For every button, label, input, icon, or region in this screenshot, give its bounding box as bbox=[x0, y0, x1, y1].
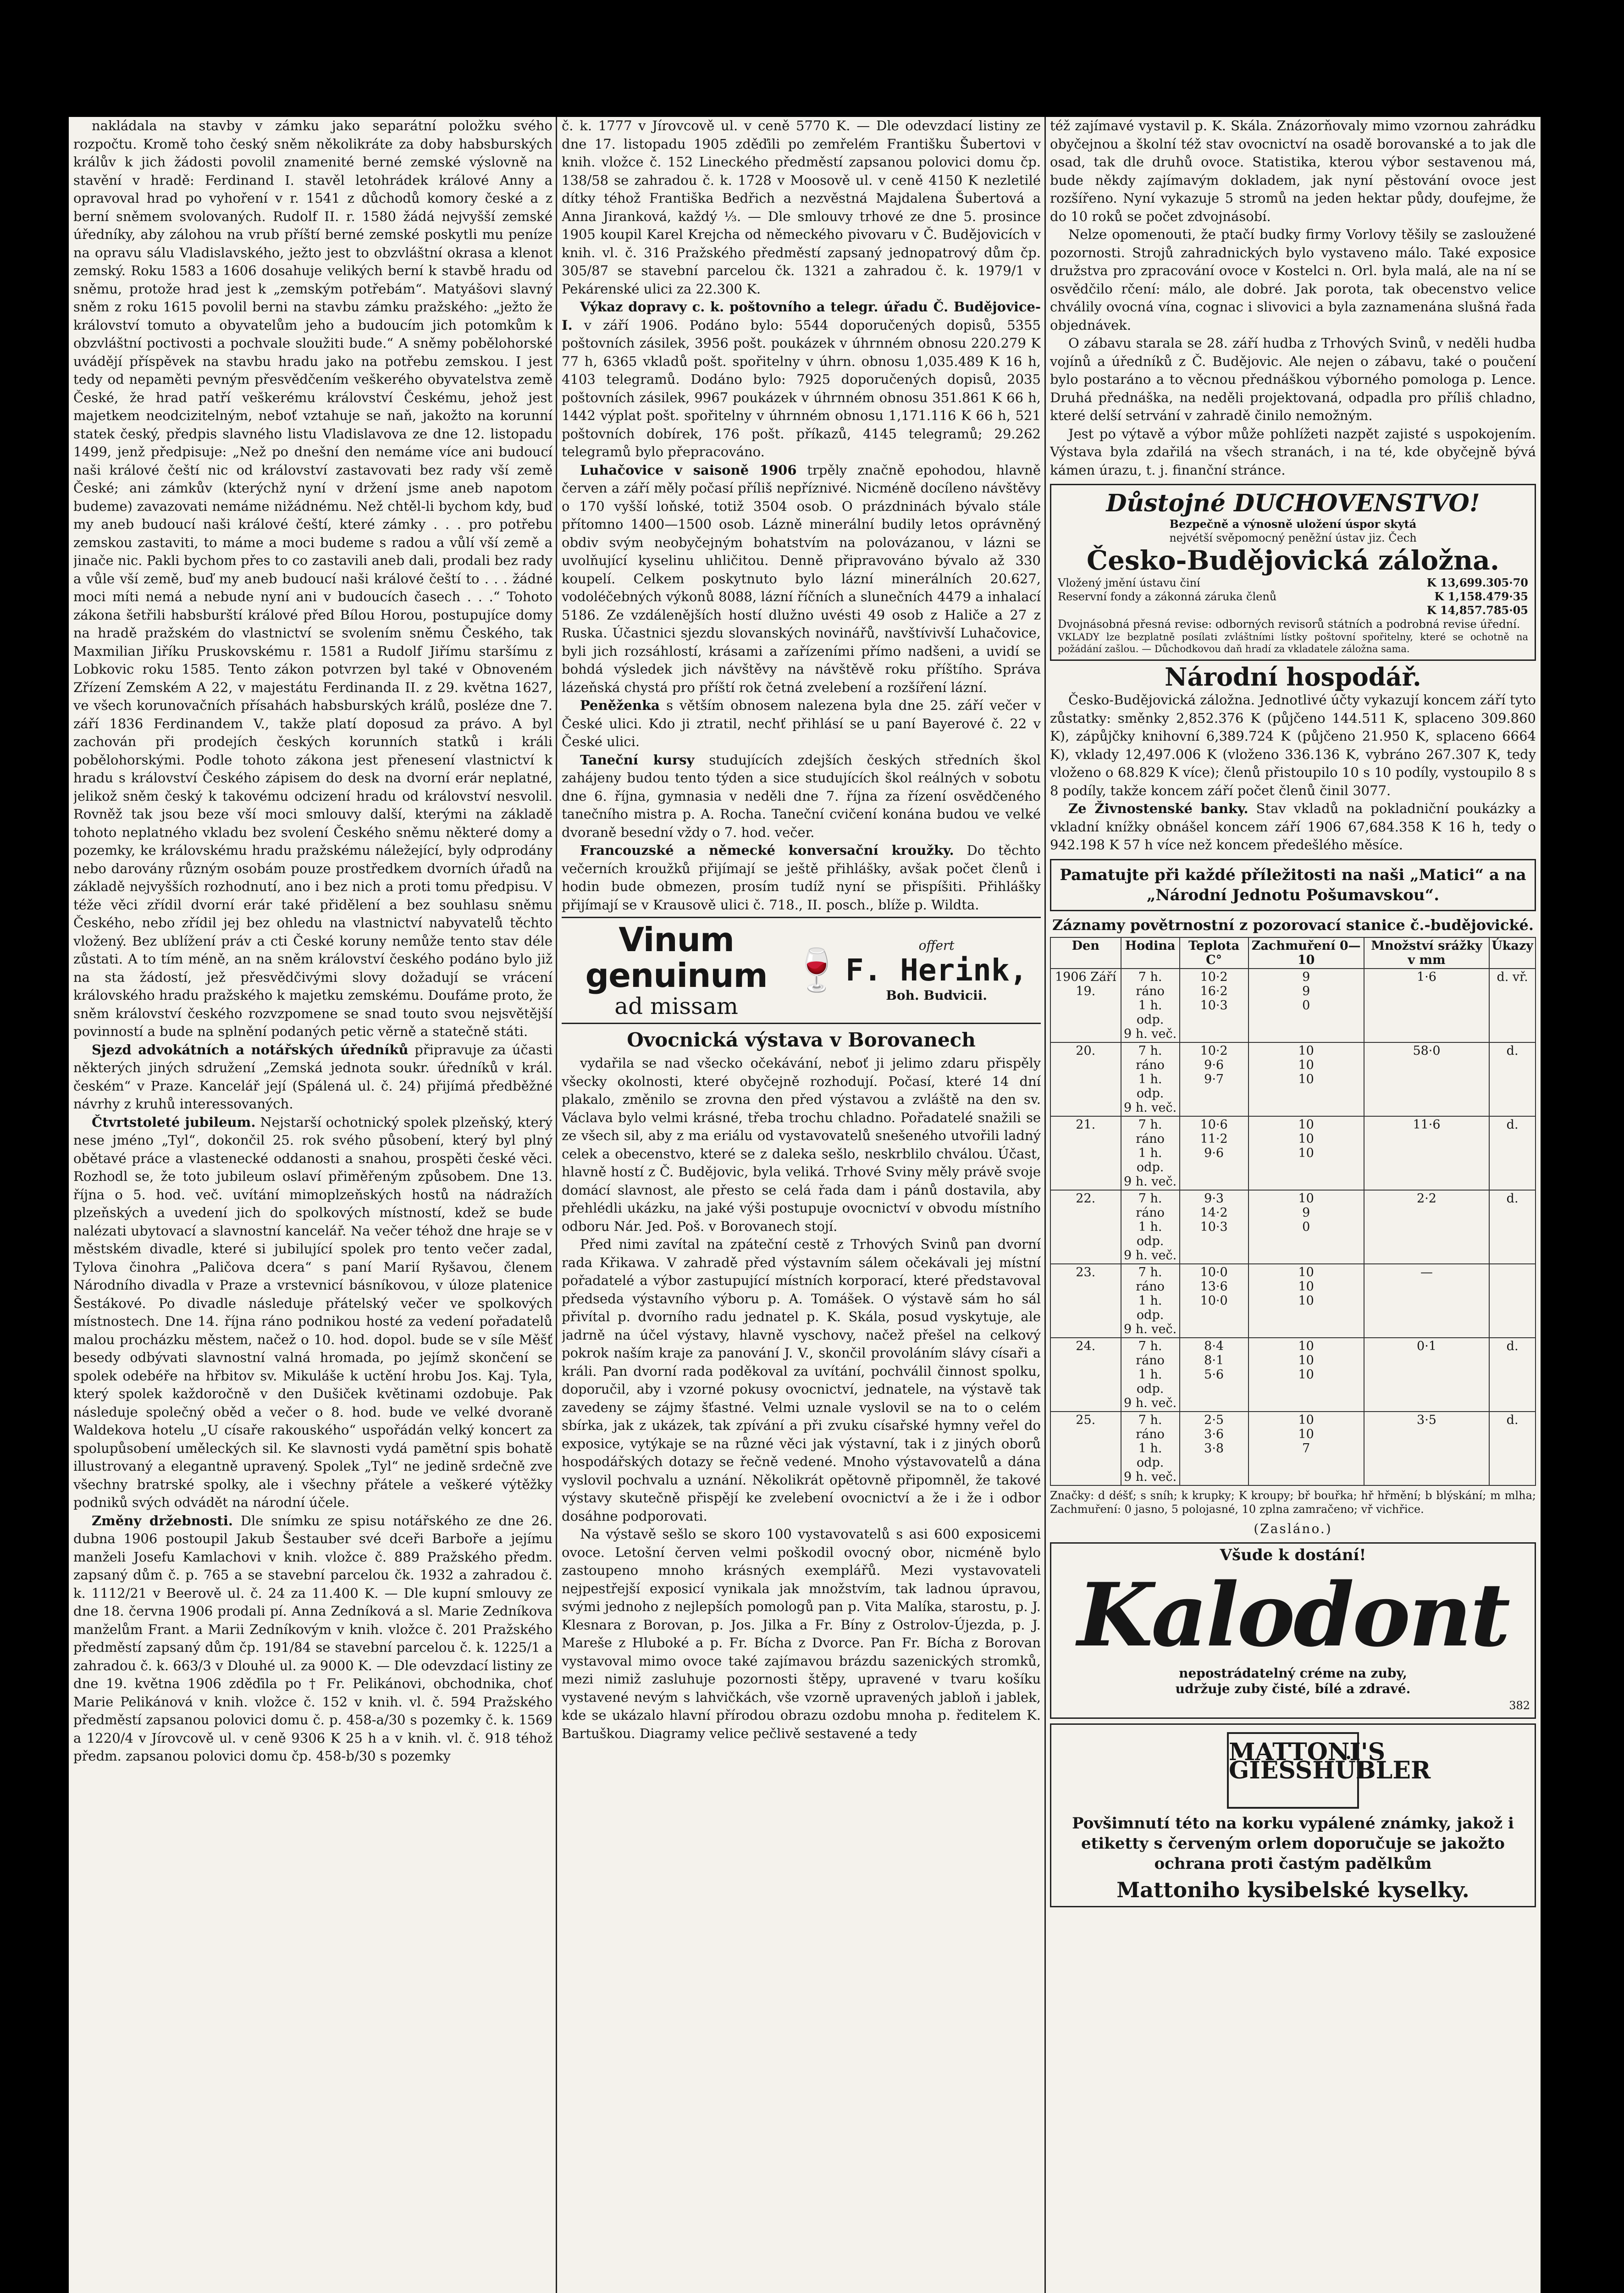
weather-cell: — bbox=[1364, 1264, 1489, 1338]
weather-cell: 10 10 10 bbox=[1248, 1264, 1364, 1338]
table-row bbox=[1050, 1116, 1536, 1190]
jubilee-text: Nejstarší ochotnický spolek plzeňský, který nese jméno „Tyl“, dokončil 25. rok svého působení, který byl plný obětavé práce a vlastenecké oddanosti a snahou, prospěti české věci. Rozhodl se, že toto jubileum oslaví přiměřeným způsobem. Dne 13. října o 5. hod. več. uvítání mimoplzeňských hostů na nádražích plzeňských a uvedení jich do spolkových místností, kdež se bude nalézati ubytovací a slavnostní kancelář. Na večer téhož dne hraje se v městském divadle, které si jubilující spolek pro tento večer zadal, Tylova činohra „Paličova dcera“ s paní Marií Ryšavou, členem Národního divadla v Praze a vrstevnicí básníkovou, v úloze platenice Šestákové. Po divadle následuje přátelský večer ve spolkových místnostech. Dne 14. října ráno podnikou hosté za vedení pořadatelů malou procházku městem, načež o 10. hod. dopol. bude se v síle Měšť besedy odbývati slavnostní valná hromada, po jejímž skončení se spolek odebéře na hřbitov sv. Mikuláše k uctění hrobu Jos. Kaj. Tyla, který spolek každoročně v den Dušiček květinami ozdobuje. Pak následuje společný oběd a večer o 8. hod. bude ve velké dvoraně Waldekova hotelu „U císaře rakouského“ uspořádán velký koncert za spolupůsobení uměleckých sil. Ke slavnosti vydá pamětní spis bohatě illustrovaný a elegantně upravený. Spolek „Tyl“ ne jedině srdečně zve všechny bratrské spolky, ale i všechny přátele a veškeré výtěžky podniků svých odvádět na národní účele. bbox=[73, 1114, 552, 1510]
weather-cell: 7 h. ráno 1 h. odp. 9 h. več. bbox=[1121, 1264, 1180, 1338]
table-row bbox=[1050, 1042, 1536, 1116]
table-row bbox=[1050, 1338, 1536, 1412]
zaslano-label: (Zasláno.) bbox=[1254, 1521, 1332, 1536]
wine-subtitle: ad missam bbox=[614, 993, 738, 1019]
bank-ad-row2-label: Reservní fondy a zákonná záruka členů bbox=[1058, 590, 1277, 603]
ownership-text: Dle snímku ze spisu notářského ze dne 26. dubna 1906 postoupil Jakub Šestauber své dceři Barboře a jejímu manželi Josefu Kamlachovi v knih. vložce č. 889 Pražského předm. zapsaný dům č. p. 765 a se stavební parcelou čk. 1932 a zahradou č. k. 1112/21 v Beerově ul. č. 24 za 11.400 K. — Dle kupní smlouvy ze dne 18. června 1906 prodali pí. Anna Zedníková a sl. Marie Zedníkova manželům Frant. a Marii Zedníkovým v knih. vložce č. 201 Pražského předměstí zapsaný dům čp. 191/84 se stavební parcelou č. k. 1225/1 a zahradou č. k. 663/3 v Dlouhé ul. za 9000 K. — Dle odevzdací listiny ze dne 19. května 1906 zděďila po † Fr. Pelikánovi, obchodnika, choť Marie Pelikánová v knih. vložce č. 152 v knih. vl. č. 594 Pražského předměstí zapsanou polovici domu č. p. 458-a/30 s pozemky č. k. 1569 a 1220/4 v Jírovcově ul. v ceně 9306 K 25 h a v knih. vl. č. 918 téhož předm. zapsanou polovici domu čp. 458-b/30 s pozemky bbox=[73, 1512, 552, 1764]
weather-cell: 10 10 7 bbox=[1248, 1412, 1364, 1485]
kalodont-top: Všude k dostání! bbox=[1220, 1546, 1366, 1564]
heading-post-office: Výkaz dopravy c. k. poštovního a telegr. úřadu Č. Budějovice-I. bbox=[562, 299, 1041, 333]
bank-ad-sub1: Bezpečně a výnosně uložení úspor skytá bbox=[1169, 517, 1417, 531]
bank-ad-title: Česko-Budějovická záložna. bbox=[1086, 545, 1500, 576]
weather-cell: d. bbox=[1489, 1116, 1536, 1190]
column-1 bbox=[73, 117, 552, 2293]
fruit-exhibition-p3: Na výstavě sešlo se skoro 100 vystavovatelů s asi 600 exposicemi ovoce. Letošní červen velmi poškodil ovocný obor, nicméně bylo zastoupeno mnoho krásných exemplářů. Mezi vystavovateli nejpestřejší exposicí vynikala jak množstvím, tak ladnou úpravou, svými jednoho z nejlepších pomologů pan p. Vita Malíka, starostu, p. J. Klesnara z Borovan, p. Jos. Jilka a Fr. Bíny z Ostrolov-Újezda, p. J. Mareše z Hluboké a p. Fr. Bícha z Dvorce. Pan Fr. Bícha z Borovan vystavoval mimo ovoce také zajímavou brázdu sazenických stromků, mezi nimiž zasluhuje pozornosti štěpy, upravené v tvaru košíku vystavené nevým s lahvičkách, vše vzorně upravených jabloň i jablek, kde se ukázalo hlavní přírodou obrazu ozdobu mnoha p. ředitelem K. Bartuškou. Diagramy velice pečlivě sestavené a tedy bbox=[562, 1526, 1041, 1741]
weather-cell: 11·6 bbox=[1364, 1116, 1489, 1190]
heading-jubilee: Čtvrtstoleté jubileum. bbox=[92, 1114, 256, 1130]
heading-national-economist: Národní hospodář. bbox=[1165, 662, 1421, 692]
weather-header: Úkazy bbox=[1489, 937, 1536, 969]
exhibition-continued-2: Nelze opomenouti, že ptačí budky firmy Vorlovy těšily se zasloužené pozornosti. Strojů zahradnických bylo vystaveno málo. Také exposice družstva pro zpracování ovoce v Kostelci n. Orl. byla malá, ale na ní se osvědčilo rčení: málo, ale dobré. Jak porota, tak obecenstvo velice chválily ovocná vína, cognac i slivovici a byla zaznamenána slušná řada objednávek. bbox=[1050, 227, 1536, 333]
heading-luhacovice: Luhačovice v saisoně 1906 bbox=[580, 462, 797, 478]
dance-text: studujících zdejších českých středních škol zahájeny budou tento týden a sice studujících škol reálných v sobotu dne 6. října, gymnasia v neděli dne 7. října za řízení osvědčeného tanečního mistra p. A. Rocha. Taneční cvičení konána budou ve velké dvoraně besední vždy o 7. hod. večer. bbox=[562, 752, 1041, 840]
mattoni-brand: Mattoniho kysibelské kyselky. bbox=[1116, 1878, 1469, 1902]
luhacovice-text: trpěly značně epohodou, hlavně červen a září měly počasí příliš nepříznivé. Nicméně docíleno návštěvy o 170 vyšší loňské, totiž 3504 osob. O prázdninách bývalo stále přítomno 1400—1500 osob. Lázně minerální budily letos oprávněný obdiv svým neobyčejným bohatstvím na polovázanou, v lázni se uvolňující kyselinu uhličitou. Denně připravováno bývalo až 330 koupelí. Celkem poskytnuto bylo lázní minerálních 20.627, vodoléčebných výkonů 8088, lázní říčních a slunečních 4479 a inhalací 5186. Ze vzdálenějších hostí dlužno uvésti 49 osob z Haliče a 27 z Ruska. Účastnici sjezdu slovanských novinářů, navštívivší Luhačovice, byli jich rozsáhlostí, krásami a zařízeními přímo nadšeni, a uvidí se bohdá výsledek jich návštěvy na návštěvě roku příštího. Správa lázeňská chystá pro příští rok četná zvelebení a rozšíření lázní. bbox=[562, 462, 1041, 695]
column-2 bbox=[562, 117, 1041, 2293]
weather-cell: 7 h. ráno 1 h. odp. 9 h. več. bbox=[1121, 1412, 1180, 1485]
weather-cell: 21. bbox=[1050, 1116, 1121, 1190]
weather-cell: d. bbox=[1489, 1338, 1536, 1412]
heading-dance: Taneční kursy bbox=[580, 752, 695, 768]
weather-cell: 22. bbox=[1050, 1190, 1121, 1264]
weather-header: Hodina bbox=[1121, 937, 1180, 969]
table-row bbox=[1050, 1264, 1536, 1338]
weather-cell: 9·3 14·2 10·3 bbox=[1180, 1190, 1248, 1264]
weather-cell: 10·2 9·6 9·7 bbox=[1180, 1042, 1248, 1116]
zivno-bank-text: Stav vkladů na pokladniční poukázky a vkladní knížky obnášel koncem září 1906 67,684.358 K 16 h, tedy o 942.198 K 57 h více než koncem předešlého měsíce. bbox=[1050, 801, 1536, 853]
bank-ad-row1-label: Vložený jmění ústavu činí bbox=[1058, 576, 1200, 589]
kalodont-line2: udržuje zuby čisté, bílé a zdravé. bbox=[1175, 1681, 1411, 1696]
weather-cell: d. vř. bbox=[1489, 969, 1536, 1042]
bank-ad-sub2: nejvétší svěpomocný peněžní ústav jiz. Čech bbox=[1169, 532, 1417, 544]
wine-title: Vinum genuinum bbox=[585, 920, 768, 995]
weather-cell: 7 h. ráno 1 h. odp. 9 h. več. bbox=[1121, 1190, 1180, 1264]
mattoni-label: MATTONI'S GIESSHÜBLER bbox=[1227, 1732, 1359, 1809]
kalodont-number: 382 bbox=[1509, 1699, 1530, 1712]
weather-cell: 2·5 3·6 3·8 bbox=[1180, 1412, 1248, 1485]
weather-table bbox=[1050, 937, 1536, 1486]
heading-language-circles: Francouzské a německé konversační kroužky. bbox=[580, 842, 954, 858]
weather-cell: 7 h. ráno 1 h. odp. 9 h. več. bbox=[1121, 1338, 1180, 1412]
weather-cell: 10 10 10 bbox=[1248, 1116, 1364, 1190]
weather-header: Zachmuření 0—10 bbox=[1248, 937, 1364, 969]
weather-cell: 10 10 10 bbox=[1248, 1042, 1364, 1116]
weather-cell: 23. bbox=[1050, 1264, 1121, 1338]
weather-cell: 1·6 bbox=[1364, 969, 1489, 1042]
weather-header: Teplota C° bbox=[1180, 937, 1248, 969]
wine-seller: F. Herink, bbox=[845, 953, 1028, 988]
wine-place: Boh. Budvicii. bbox=[886, 988, 987, 1003]
weather-cell: 58·0 bbox=[1364, 1042, 1489, 1116]
kalodont-advert bbox=[1050, 1542, 1536, 1719]
table-row bbox=[1050, 969, 1536, 1042]
weather-cell: d. bbox=[1489, 1190, 1536, 1264]
weather-title: Záznamy povětrnostní z pozorovací stanice č.-budějovické. bbox=[1052, 916, 1534, 934]
weather-header: Množství srážky v mm bbox=[1364, 937, 1489, 969]
bank-ad-deposits: VKLADY lze bezplatně posílati zvláštními lístky poštovní spořitelny, které se ochotně na požádání zašlou. — Důchodkovou daň hradí za vkladatele záložna sama. bbox=[1058, 631, 1528, 654]
exhibition-continued-4: Jest po výtavě a výbor může pohlížeti nazpět zajisté s uspokojením. Výstava byla zdařilá na všech stranách, i na té, kde obyčejně bývá kámen úrazu, t. j. finanční stránce. bbox=[1050, 426, 1536, 478]
kalodont-line1: nepostrádatelný créme na zuby, bbox=[1179, 1665, 1407, 1681]
weather-cell: 7 h. ráno 1 h. odp. 9 h. več. bbox=[1121, 969, 1180, 1042]
weather-cell: 8·4 8·1 5·6 bbox=[1180, 1338, 1248, 1412]
bank-ad-row1-value: K 13,699.305·70 bbox=[1426, 576, 1528, 589]
weather-cell: d. bbox=[1489, 1412, 1536, 1485]
weather-cell: 10·2 16·2 10·3 bbox=[1180, 969, 1248, 1042]
weather-cell bbox=[1489, 1264, 1536, 1338]
column-rule bbox=[556, 117, 557, 2293]
post-office-text: v září 1906. Podáno bylo: 5544 doporučených dopisů, 5355 poštovních zásilek, 3956 pošt. poukázek v úhrnném obnosu 220.279 K 77 h, 6365 vkladů pošt. spořitelny v úhrn. obnosu 1,035.489 K 16 h, 4103 telegramů. Dodáno bylo: 7925 doporučených dopisů, 2035 poštovních zásilek, 9967 poukázek v úhrnném obnosu 351.861 K 66 h, 1442 výplat pošt. spořitelny v úhrnném obnosu 1,171.116 K 66 h, 521 poštovních dobírek, 176 pošt. příkazů, 4145 telegramů; 29.262 telegramů bylo přepracováno. bbox=[562, 317, 1041, 460]
weather-cell: 24. bbox=[1050, 1338, 1121, 1412]
bank-ad-row2-value: K 1,158.479·35 bbox=[1434, 590, 1528, 603]
heading-zivno-bank: Ze Živnostenské banky. bbox=[1068, 801, 1248, 816]
wine-advert bbox=[562, 917, 1041, 1024]
advocates-text: připravuje za účasti některých jiných sdružení „Zemská jednota soukr. úředníků v král. českém“ v Praze. Kancelář její (Spálená ul. č. 24) přijímá předběžné návrhy z kruhů interessovaných. bbox=[73, 1041, 552, 1112]
language-circles-text: Do těchto večerních kroužků přijímají se ještě přihlášky, avšak počet členů i hodin bude obmezen, prosím tudíž nyní se přispíšiti. Přihlášky přijímají se v Krausově ulici č. 718., II. posch., blíže p. Wildta. bbox=[562, 842, 1041, 913]
weather-cell: 10 10 10 bbox=[1248, 1338, 1364, 1412]
heading-wallet: Peněženka bbox=[580, 698, 660, 713]
mattoni-advert bbox=[1050, 1723, 1536, 1907]
weather-cell: 25. bbox=[1050, 1412, 1121, 1485]
bank-ad-head: Důstojné DUCHOVENSTVO! bbox=[1106, 489, 1480, 517]
column-3 bbox=[1050, 117, 1536, 2293]
table-row bbox=[1050, 1190, 1536, 1264]
fruit-exhibition-p2: Před nimi zavítal na zpáteční cestě z Trhových Svinů pan dvorní rada Křikawa. V zahradě před výstavním sálem očekávali jej místní pořadatelé a výbor zastupující místních korporací, které představoval předseda výstavního výboru p. A. Tomášek. O výstavě sám ho sál přivítal p. dvorního radu jednatel p. K. Skála, posud vyskytuje, ale jadrně na účel výstavy, hlavně vyschovy, načež přešel na celkový pokrok naším kraje za panování J. V., skončil provoláním slávy císaři a králi. Pan dvorní rada poděkoval za uvítání, pochválil činnost spolku, doporučil, aby i vzorné pokusy ovocnictví, jednatele, na výstavě tak zavedeny se zájmy šťastné. Velmi uznale vyslovil se na to o celém sbírka, jak z ukázek, tak zpívání a při zvuku císařské hymny veřel do exposice, vytýkaje se na různé věci jak výstavní, tak i z jiných oborů hospodářských dotazy se řečně vedené. Mnoho výstavovatelů a dána vyslovil pochvalu a uznání. Několikrát opětovně připomněl, že takové výstavy skutečně přispějí ke zvelebení ovocnictví a že i že i odbor dosáhne podporovati. bbox=[562, 1236, 1041, 1524]
weather-cell: 7 h. ráno 1 h. odp. 9 h. več. bbox=[1121, 1042, 1180, 1116]
heading-fruit-exhibition: Ovocnická výstava v Borovanech bbox=[627, 1029, 976, 1051]
weather-legend: Značky: d déšť; s sníh; k krupky; K kroupy; bř bouřka; hř hřmění; b blýskání; m mlha; Zachmuření: 0 jasno, 5 polojasné, 10 zplna zamračeno; vř vichřice. bbox=[1050, 1489, 1536, 1516]
weather-cell: 20. bbox=[1050, 1042, 1121, 1116]
heading-advocates: Sjezd advokátních a notářských úředníků bbox=[92, 1041, 409, 1058]
table-row bbox=[1050, 1412, 1536, 1485]
wine-glass-icon: 🍷 bbox=[791, 946, 843, 994]
wine-offert: offert bbox=[918, 937, 955, 953]
weather-cell: 9 9 0 bbox=[1248, 969, 1364, 1042]
ownership-continued: č. k. 1777 v Jírovcově ul. v ceně 5770 K. — Dle odevzdací listiny ze dne 17. listopadu 1905 zděďili po zemřelém Františku Šubertovi v knih. vložce č. 152 Lineckého předměstí zapsanou polovici domu čp. 138/58 se zahradou č. k. 1728 v Moosově ul. v ceně 4150 K nezletilé dítky téhož Františka Bedřich a nezvěstná Majdalena Šubertová a Anna Jiranková, každý ⅓. — Dle smlouvy trhové ze dne 5. prosince 1905 koupil Karel Krejcha od německého pivovaru v Č. Budějovicích v knih. vl. č. 316 Pražského předměstí zapsaný jednopatrový dům čp. 305/87 se stavební parcelou čk. 1321 a zahradou č. k. 1979/1 v Pekárenské ulici za 22.300 K. bbox=[562, 118, 1041, 297]
exhibition-continued-1: též zajímavé vystavil p. K. Skála. Znázorňovaly mimo vzornou zahrádku obyčejnou a školní též stav ovocnictví na osadě borovanské a to jak dle osad, tak dle druhů ovoce. Statistika, kterou výbor sestavenou má, bude někdy zajímavým dokladem, jak nyní pěstování ovoce jest rozšířeno. Nyní vykazuje 5 stromů na jeden hektar půdy, doufejme, že do 10 roků se počet zdvojnásobí. bbox=[1050, 118, 1536, 224]
weather-cell: 10·0 13·6 10·0 bbox=[1180, 1264, 1248, 1338]
exhibition-continued-3: O zábavu starala se 28. září hudba z Trhových Svinů, v neděli hudba vojínů a úředníků z Č. Budějovic. Ale nejen o zábavu, také o poučení bylo postaráno a to věcnou přednáškou výborného pomologa p. Lence. Druhá přednáška, na neděli projektovaná, odpadla pro příliš chladno, které delší setrvání v zahradě činilo nemožným. bbox=[1050, 335, 1536, 423]
bank-ad-revision: Dvojnásobná přesná revise: odborných revisorů státních a podrobná revise úřední. bbox=[1058, 618, 1520, 631]
weather-header: Den bbox=[1050, 937, 1121, 969]
bank-ad-row3-value: K 14,857.785·05 bbox=[1426, 604, 1528, 617]
weather-cell: 10·6 11·2 9·6 bbox=[1180, 1116, 1248, 1190]
weather-cell: d. bbox=[1489, 1042, 1536, 1116]
weather-cell: 1906 Září 19. bbox=[1050, 969, 1121, 1042]
newspaper-page bbox=[69, 117, 1541, 2293]
weather-cell: 0·1 bbox=[1364, 1338, 1489, 1412]
weather-cell: 7 h. ráno 1 h. odp. 9 h. več. bbox=[1121, 1116, 1180, 1190]
weather-cell: 3·5 bbox=[1364, 1412, 1489, 1485]
castle-article: nakládala na stavby v zámku jako separátní položku svého rozpočtu. Kromě toho český sněm několikráte za doby habsburských králův k jich žádosti povolil znamenité berné zemské výslovně na stavění v hradě: Ferdinand I. stavěl letohrádek králové Anny a opravoval hrad po vyhoření v r. 1541 z důchodů komory české a z berní sněmem svolovaných. Rudolf II. r. 1580 žádá nejvyšší zemské úředníky, aby zálohou na vrub příští berné zemské poskytli mu peníze na opravu sálu Vladislavského, ježto jest to obzvláštní okrasa a klenot zemský. Roku 1583 a 1606 dosahuje velikých berní k stavbě hradu od sněmu, protože hrad jest k „zemským potřebám“. Matyášovi slavný sněm z roku 1615 povolil berni na stavbu zámku pražského: „ježto že království tomuto a obyvatelům jeho a budoucím jich potomkům k obzvláštní poctivosti a pochvale sloužiti bude.“ A sněmy pobělohorské uvádějí příspěvek na stavbu hradu jako na potřebu zemskou. I jest tedy od nepaměti pevným přesvědčením veškerého obyvatelstva země České, že hrad patří veškerému království Českému, jehož jest majetkem neodcizitelným, neboť vztahuje se naň, jakožto na korunní statek český, předpis slavného listu Vladislavova ze dne 12. listopadu 1499, jenž předpisuje: „Než po dnešní den nemáme více ani budoucí naši králové čeští nic od království zastavovati bez rady vší země České; ani zámkův (kterýchž nyní v držení jsme aneb napotom budeme) zavazovati nemáme nižádnému. Než chtěl-li bychom kdy, buď my aneb budoucí naši králové čeští, které zámky . . . pro potřebu zemskou zastaviti, to máme a moci budeme s radou a vůlí vší země a jinače nic. Pakli bychom přes to co zastavili aneb dali, prodali bez rady a vůle vší země, buď my aneb budoucí naši králové čeští to . . . žádné moci míti nemá a nebude nyní ani v budoucích časech . . .“ Tohoto zákona šetřili habsburští králové před Bílou Horou, postupujíce domy na hradě pražském do vlastnictví se svolením sněmu Českého, tak Maxmilian Jiříku Pruskovskému r. 1581 a Rudolf Jiřímu staršímu z Lobkovic roku 1585. Tento zákon potvrzen byl také v Obnoveném Zřízení Zemském A 22, v majestátu Ferdinanda II. z 29. května 1627, ve všech korunovačních přísahách habsburských králů, posléze dne 7. září 1836 Ferdinandem V., takže platí doposud za právo. A byl zachován při prodejích českých korunních statků i králi pobělohorskými. Podle tohoto zákona jest přenesení vlastnictví k hradu s království Českého zápisem do desk na dvorní erár neplatné, jelikož sněm český k takovému odcizení hradu od království nesvolil. Rovněž tak jsou beze vší moci smlouvy další, kterými na základě tohoto neplatného vkladu bez svolení Českého sněmu některé domy a pozemky, ke královskému hradu pražskému náležející, byly odprodány nebo darovány různým osobám pouze prostředkem dvorních úřadů na základě nejvyšších rozhodnutí, ano i bez nich a proti tomu předpisu. V téže věci zřídil dvorní erár také přidělení a bez souhlasu sněmu Českého, nebo zřídil jej bez ohledu na vlastnictví nabyvatelů těchto vložený. Bez ublížení práv a cti České koruny nemůže tento stav déle zůstati. A to tím méně, an na sněm království českého podáno bylo již na sta žádostí, jež přesvědčivými slovy dožadují se vrácení královského hradu pražského k majetku zemskému. Doufáme proto, že sněm království českého rozvzpomene se snad touto svou nejsvětější povinností a bude na splnění podaných petic věrně a statečně státi. bbox=[73, 118, 552, 1039]
column-rule bbox=[1044, 117, 1046, 2293]
heading-ownership: Změny držebnosti. bbox=[92, 1512, 233, 1529]
mattoni-text: Povšimnutí této na korku vypálené známky, jakož i etiketty s červeným orlem doporučuje se jakožto ochrana proti častým padělkům bbox=[1072, 1814, 1514, 1873]
weather-cell: 10 9 0 bbox=[1248, 1190, 1364, 1264]
weather-cell: 2·2 bbox=[1364, 1190, 1489, 1264]
fruit-exhibition-p1: vydařila se nad všecko očekávání, neboť ji jelimo zdaru přispěly všecky okolnosti, které obyčejně rozhodují. Počasí, které 14 dní plakalo, změnilo se zrovna den před výstavou a zvláště na den sv. Václava bylo velmi krásné, třeba trochu chladno. Pořadatelé snažili se ze všech sil, aby z ma eriálu od vystavovatelů snešeného utvořili ladný celek a obecenstvo, které se z daleka sešlo, neskrblilo chválou. Účast, hlavně hostí z Č. Budějovic, byla veliká. Trhové Sviny měly právě svoje domácí slavnost, ale přesto se celá řada dam i pánů dostavila, aby přehlédli ukázku, na jaké výši postupuje ovocnictví v obvodu místního odboru Nár. Jed. Poš. v Borovanech stojí. bbox=[562, 1055, 1041, 1234]
matice-notice: Pamatujte při každé příležitosti na naši „Matici“ a na „Národní Jednotu Pošumavskou“. bbox=[1050, 859, 1536, 911]
wallet-text: s větším obnosem nalezena byla dne 25. září večer v České ulici. Kdo ji ztratil, nechť přihlásí se u paní Bayerové č. 22 v České ulici. bbox=[562, 698, 1041, 749]
kalodont-logo: Kalodont bbox=[1077, 1563, 1509, 1666]
bank-advert bbox=[1050, 484, 1536, 661]
economist-text-1: Česko-Budějovická záložna. Jednotlivé účty vykazují koncem září tyto zůstatky: směnky 2,852.376 K (půjčeno 144.511 K, splaceno 309.860 K), zápůjčky knihovní 6,389.724 K (půjčeno 21.950 K, splaceno 6664 K), vklady 12,497.006 K (vloženo 336.136 K, vybráno 267.307 K, tedy vloženo o 68.829 K více); členů přistoupilo 10 s 10 podíly, vystoupilo 8 s 8 podíly, takže koncem září počet členů činil 3077. bbox=[1050, 692, 1536, 798]
